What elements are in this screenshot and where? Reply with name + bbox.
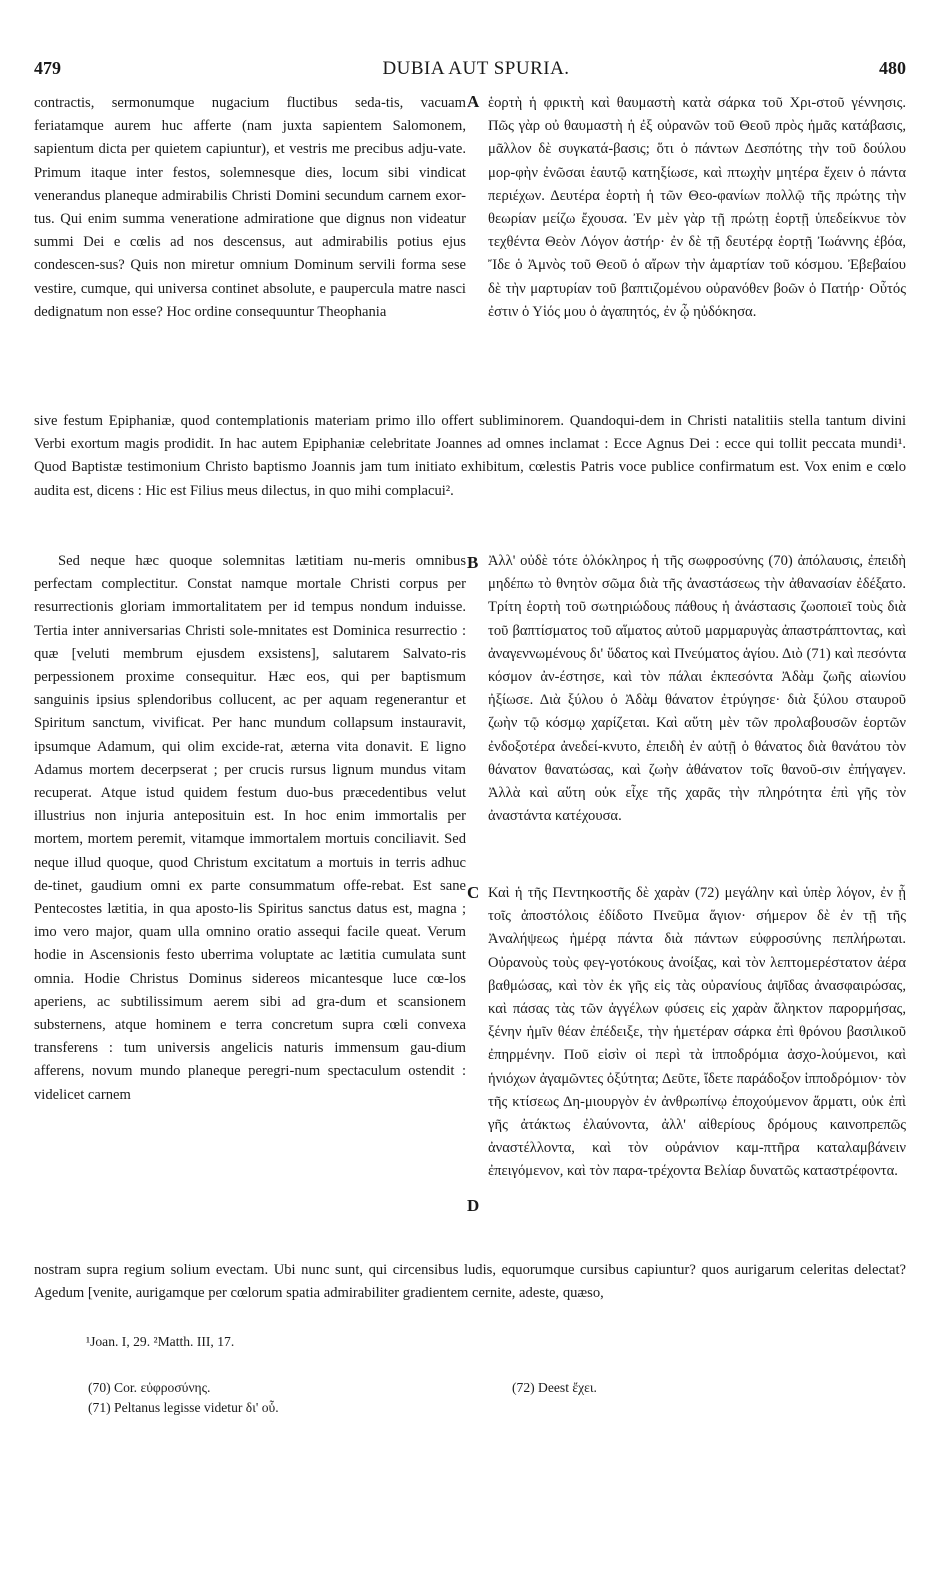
greek-column-c — [488, 882, 906, 1184]
greek-text-a: ἑορτὴ ἡ φρικτὴ καὶ θαυμαστὴ κατὰ σάρκα τοῦ Χρι-στοῦ γέννησις. Πῶς γὰρ οὐ θαυμαστὴ ἡ ἐξ οὐρανῶν τοῦ Θεοῦ πρὸς ἡμᾶς κατάβασις, μᾶλλον δὲ συγκατά-βασις; ὅτι ὁ πάντων Δεσπότης τὴν τοῦ δούλου μορ-φὴν ἐνῶσαι ἑαυτῷ κατηξίωσε, καὶ πτωχὴν μητέρα ἔχειν ὁ πάντα περιέχων. Δευτέρα ἑορτὴ ἡ τῶν Θεο-φανίων πολλῷ τῆς πρώτης τὴν θεωρίαν μείζω ἔχουσα. Ἐν μὲν γὰρ τῇ πρώτῃ ἑορτῇ ὑπεδείκνυε τὸν τεχθέντα Θεὸν Λόγον ἀστήρ· ἐν δὲ τῇ δευτέρᾳ ἑορτῇ Ἰωάννης ἐβόα, Ἴδε ὁ Ἀμνὸς τοῦ Θεοῦ ὁ αἴρων τὴν ἁμαρτίαν τοῦ κόσμου. Ἐβεβαίου δὲ τὴν μαρτυρίαν τοῦ βαπτιζομένου οὐρανόθεν βοῶν ὁ Πατήρ· Οὗτός ἐστιν ὁ Υἱός μου ὁ ἀγαπητός, ἐν ᾧ ηὐδόκησα. — [488, 95, 906, 320]
greek-column-b — [488, 550, 906, 828]
latin-column-b — [34, 550, 466, 1107]
running-title: DUBIA AUT SPURIA. — [382, 58, 570, 79]
full-width-text-2: nostram supra regium solium evectam. Ubi nunc sunt, qui circensibus ludis, equorumque cursibus capiuntur? quos aurigarum celeritas delectat? Agedum [venite, aurigamque per cœlorum spatia admirabiliter gradientem cernite, adeste, quæso, — [34, 1262, 906, 1302]
note-70: (70) Cor. εὐφροσύνης. — [88, 1380, 211, 1395]
full-width-text-1: sive festum Epiphaniæ, quod contemplationis materiam primo illo offert subliminorem. Quandoqui-dem in Christi natalitiis stella tantum divini Verbi exortum magis prodidit. In hac autem Epiphaniæ celebritate Joannes ad omnes inclamat : Ecce Agnus Dei : ecce qui tollit peccata mundi¹. Quod Baptistæ testimonium Christo baptismo Joannis jam tum initiato exhibitum, cœlestis Patris voce publice confirmatum est. Vox enim e cœlo audita est, dicens : Hic est Filius meus dilectus, in quo mihi complacui². — [34, 413, 906, 499]
latin-text-b: Sed neque hæc quoque solemnitas lætitiam nu-meris omnibus perfectam complectitur. Constat namque mortale Christi corpus per resurrectionis gloriam immortalitatem per id tempus nondum induisse. Tertia inter anniversarias Christi sole-mnitates est Dominica resurrectio : quæ [veluti membrum ejusdem exsistens], salutarem Salvato-ris perpessionem proxime consequitur. Hæc eos, qui per baptismum sanguinis ipsius splendoribus collucent, ac per aquam regenerantur et Spiritum sanctum, vivificat. Per hanc mundum collapsum instauravit, ipsumque Adamum, qui olim excide-rat, æterna vita donavit. E ligno Adamus mortem decerpserat ; per crucis rursus lignum mundus vitam recuperat. Atque istud quidem festum duo-bus præcedentibus velut illustrius non injuria anteposituin est. In hoc enim immortalis per mortem, mortem peremit, vitamque immortalem mortuis conciliavit. Sed neque illud quoque, quod Christum excitatum a mortuis in terris adhuc de-tinet, gaudium omni ex parte consummatum offe-rebat. Est sane Pentecostes lætitia, in qua aposto-lis Spiritus sanctus datus est, magna ; imo vero major, quam ulla omnino oratio assequi facile queat. Verum hodie in Ascensionis festo uberrima voluptate ac lætitia cumulata sunt omnia. Hodie Christus Dominus sidereos micantesque luce cœ-los aperiens, ac subtilissimum aerem sibi ad gra-dum et scansionem substernens, atque hominem e terra concretum supra cœli convexa transferens : tum universis angelicis naturis immensum gau-dium afferens, novum mundo planeque peregri-num spectaculum ostendit : videlicet carnem — [34, 553, 466, 1103]
section-marker-a: A — [467, 92, 480, 111]
latin-text-a: contractis, sermonumque nugacium fluctibus seda-tis, vacuam feriatamque aurem huc afferte (nam juxta sapientem Salomonem, sapientum dicta per quietem capiuntur), et vestris me precibus adju-vate. Primum itaque inter festos, solemnesque dies, locum sibi vindicat venerandus planeque admirabilis Christi Domini secundum carnem exor-tus. Qui enim summa veneratione admiratione que dignus non videatur summi Dei e cœlis ad nos descensus, aut admirabilis potius ejus condescen-sus? Quis non miretur omnium Dominum servili forma sese vestire, cumque, qui universa continet absolute, e paupercula matre nasci dedignatum non esse? Hoc ordine consequuntur Theophania — [34, 95, 466, 320]
full-width-paragraph-2 — [34, 1259, 906, 1305]
greek-text-c: Καὶ ἡ τῆς Πεντηκοστῆς δὲ χαρὰν (72) μεγάλην καὶ ὑπὲρ λόγον, ἐν ᾗ τοῖς ἀποστόλοις ἐδίδοτο Πνεῦμα ἅγιον· σήμερον δὲ ἐν τῇ τῆς Ἀναλήψεως ἡμέρᾳ πάντα διὰ πάντων εὐφροσύνης πεπλήρωται. Οὐρανοὺς τοὺς φεγ-γοτόκους ἀνοίξας, καὶ τὸν λεπτομερέστατον ἀέρα βαθμώσας, καὶ τὸν ἐκ γῆς εἰς τὰς οὐρανίους ἁψῖδας ἀνασφαιρώσας, καὶ πάσας τὰς τῶν ἀγγέλων φύσεις εἰς χαρὰν ἄληκτον παρορμήσας, ξένην ἡμῖν θέαν ἐπέδειξε, τὴν ἡμετέραν σάρκα ἐπὶ θρόνου βασιλικοῦ ἐπηρμένην. Ποῦ εἰσὶν οἱ περὶ τὰ ἱπποδρόμια ἀσχο-λούμενοι, καὶ ἡνιόχων ἀγαμῶντες ὀξύτητα; Δεῦτε, ἴδετε παράδοξον ἱπποδρόμιον· τὸν τῆς κτίσεως Δη-μιουργὸν ἐν ἀνθρωπίνῳ ἐποχούμενον ἅρματι, οὐκ ἐπὶ γῆς ἀτάκτως ἐλαύνοντα, ἀλλ' αἰθερίους δρόμους καινοπρεπῶς ἀναστέλλοντα, καὶ τὸν οὐράνιον καμ-πτῆρα καταλαμβάνειν ἐπειγόμενον, καὶ τὸν παρα-τρέχοντα Βελίαρ δυνατῶς καταστρέφοντα. — [488, 885, 906, 1180]
full-width-paragraph-1 — [34, 410, 906, 503]
note-72: (72) Deest ἔχει. — [512, 1380, 597, 1395]
scripture-references: ¹Joan. I, 29. ²Matth. III, 17. — [86, 1334, 235, 1349]
note-71: (71) Peltanus legisse videtur δι' οὗ. — [88, 1400, 279, 1415]
page-number-left: 479 — [34, 58, 61, 78]
greek-column-a — [488, 92, 906, 324]
section-marker-c: C — [467, 883, 480, 902]
latin-column-a — [34, 92, 466, 324]
page-number-right: 480 — [879, 58, 906, 78]
greek-text-b: Ἀλλ' οὐδὲ τότε ὁλόκληρος ἡ τῆς σωφροσύνης (70) ἀπόλαυσις, ἐπειδὴ μηδέπω τὸ θνητὸν σῶμα διὰ τῆς ἀναστάσεως τὴν ἀθανασίαν ἐδέξατο. Τρίτη ἑορτὴ τοῦ σωτηριώδους πάθους ἡ ἀνάστασις ζωοποιεῖ τοὺς διὰ τοῦ βαπτίσματος τοῦ αἵματος αὐτοῦ μαρμαρυγὰς ἀπαστράπτοντας, καὶ ἀναγεννωμένους δι' ὕδατος καὶ Πνεύματος ἁγίου. Διὸ (71) καὶ πεσόντα κόσμον ἀν-έστησε, καὶ τὸν πάλαι ἐκπεσόντα Ἀδὰμ ζωῆς αἰωνίου ἠξίωσε. Διὰ ξύλου ὁ Ἀδὰμ θάνατον ἐτρύγησε· διὰ ξύλου σταυροῦ ζωὴν τῷ κόσμῳ χαρίζεται. Καὶ αὕτη μὲν τῶν προλαβουσῶν ἑορτῶν ἐνδοξοτέρα ἀνεδεί-κνυτο, ἐπειδὴ ἐν αὐτῇ ὁ θάνατος διὰ θανάτου τὸν θάνατον θανατώσας, καὶ ζωὴν ἀθάνατον τοῖς θανοῦ-σιν ἐπήγαγεν. Ἀλλὰ καὶ αὕτη οὐκ εἶχε τῆς χαρᾶς τὴν πληρότητα ἐπὶ γῆς τὸν ἀναστάντα κατέχουσα. — [488, 553, 906, 825]
section-marker-d: D — [467, 1196, 480, 1215]
section-marker-b: B — [467, 553, 479, 572]
